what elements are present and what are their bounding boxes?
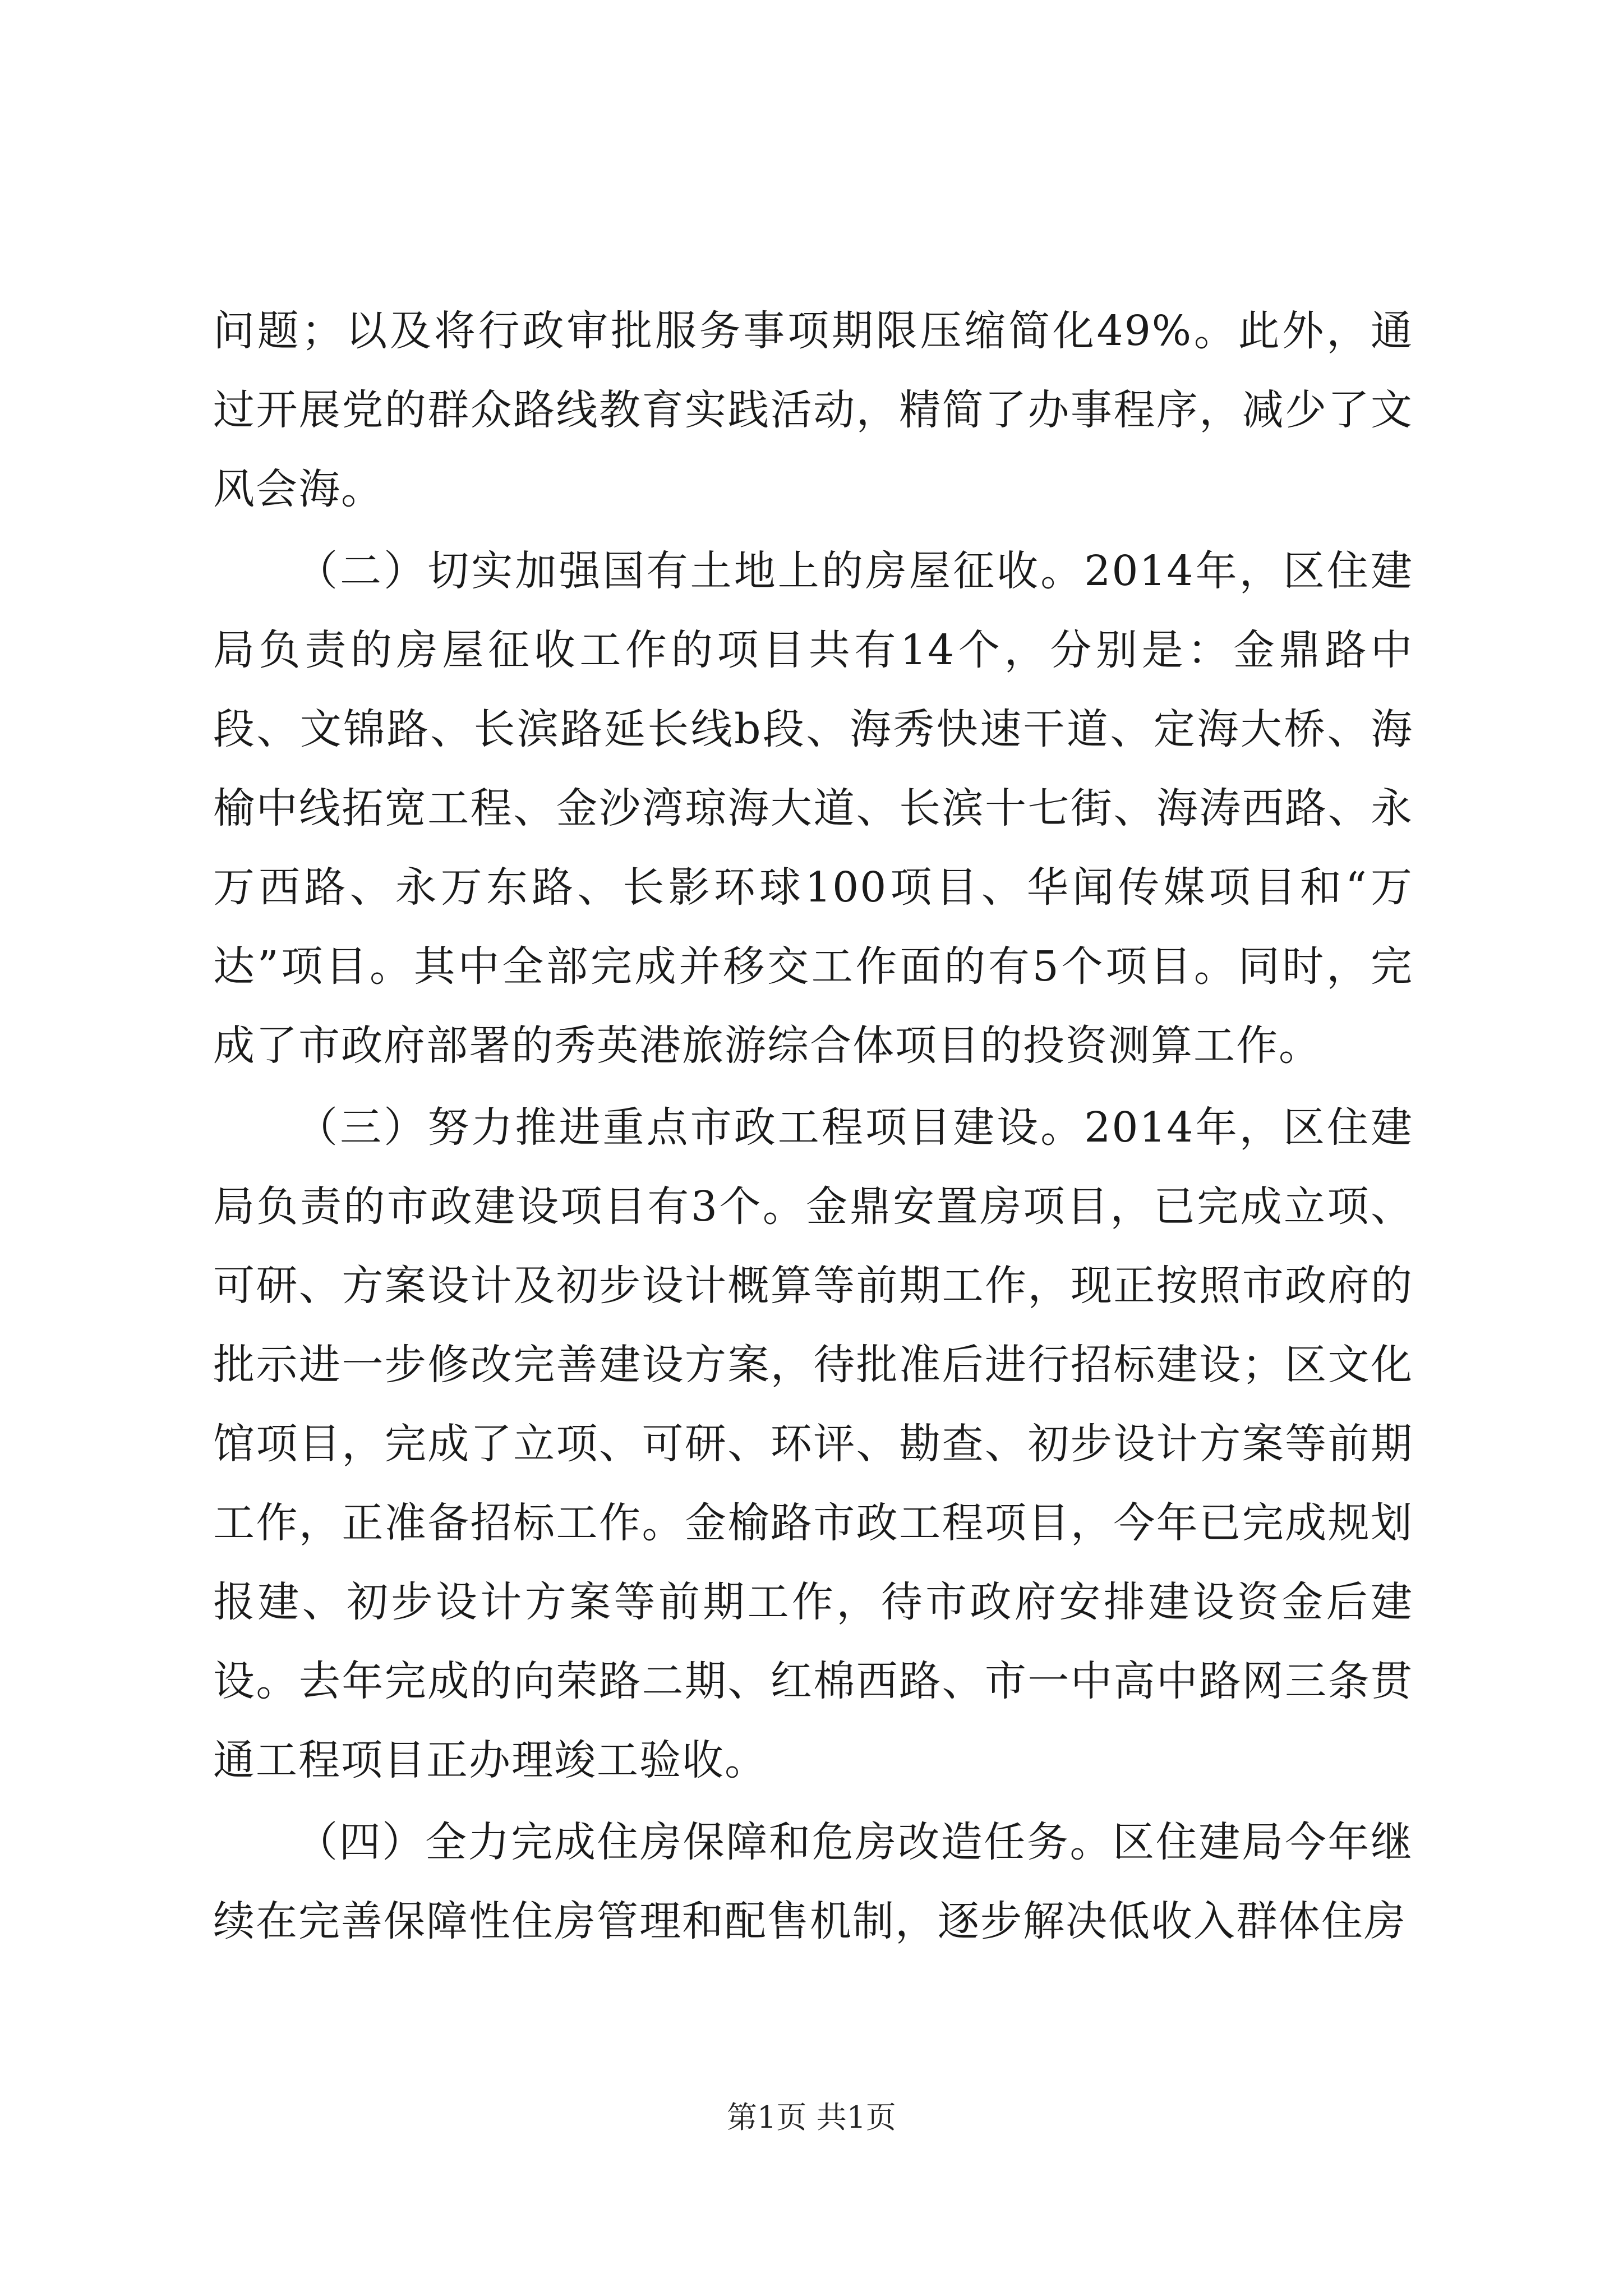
paragraph-municipal-projects: （三）努力推进重点市政工程项目建设。2014年，区住建局负责的市政建设项目有3个。金鼎安置房项目，已完成立项、可研、方案设计及初步设计概算等前期工作，现正按照市政府的批示进一步修改完善建设方案，待批准后进行招标建设；区文化馆项目，完成了立项、可研、环评、勘查、初步设计方案等前期工作，正准备招标工作。金榆路市政工程项目，今年已完成规划报建、初步设计方案等前期工作，待市政府安排建设资金后建设。去年完成的向荣路二期、红棉西路、市一中高中路网三条贯通工程项目正办理竣工验收。 bbox=[213, 1103, 1413, 1784]
document-body bbox=[213, 292, 1413, 1961]
page-footer: 第1页 共1页 bbox=[727, 2100, 896, 2135]
paragraph-housing-security: （四）全力完成住房保障和危房改造任务。区住建局今年继续在完善保障性住房管理和配售机制，逐步解决低收入群体住房 bbox=[213, 1818, 1413, 1945]
paragraph-continuation: 问题；以及将行政审批服务事项期限压缩简化49%。此外，通过开展党的群众路线教育实践活动，精简了办事程序，减少了文风会海。 bbox=[213, 307, 1413, 513]
paragraph-house-expropriation: （二）切实加强国有土地上的房屋征收。2014年，区住建局负责的房屋征收工作的项目共有14个，分别是：金鼎路中段、文锦路、长滨路延长线b段、海秀快速干道、定海大桥、海榆中线拓宽工程、金沙湾琼海大道、长滨十七街、海涛西路、永万西路、永万东路、长影环球100项目、华闻传媒项目和“万达”项目。其中全部完成并移交工作面的有5个项目。同时，完成了市政府部署的秀英港旅游综合体项目的投资测算工作。 bbox=[213, 547, 1413, 1070]
